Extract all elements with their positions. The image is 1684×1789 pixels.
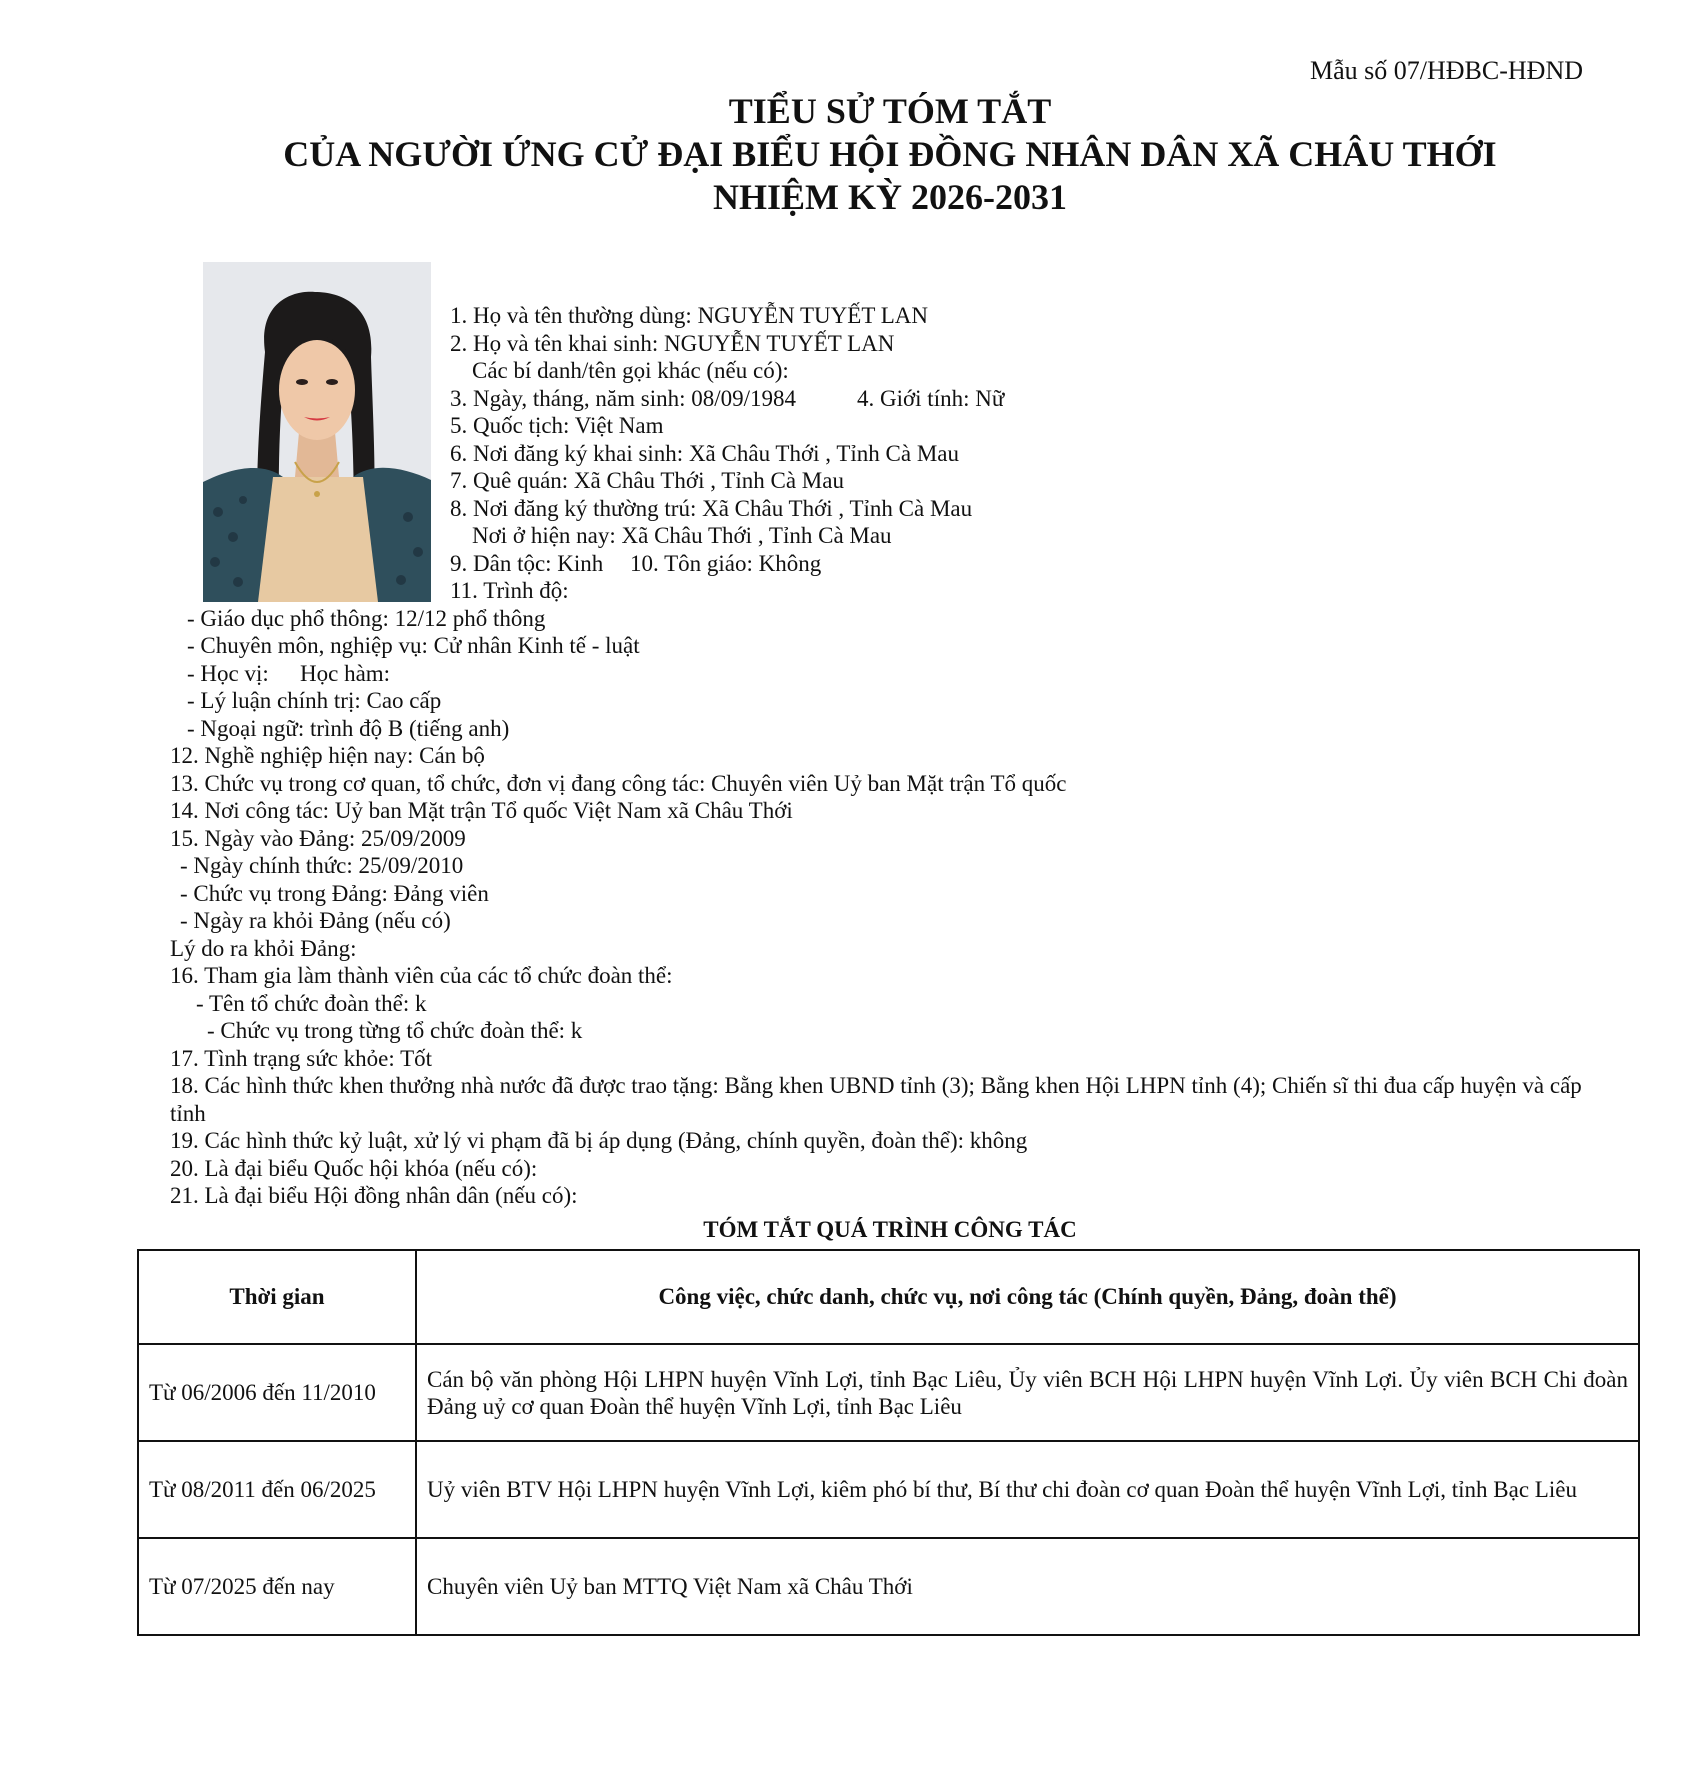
document-title xyxy=(0,90,1684,219)
table-row xyxy=(138,1538,1639,1635)
field-organization-name: - Tên tổ chức đoàn thể: k xyxy=(196,991,427,1016)
field-party-position: - Chức vụ trong Đảng: Đảng viên xyxy=(180,881,489,906)
field-organizations: 16. Tham gia làm thành viên của các tổ chức đoàn thể: xyxy=(170,963,673,988)
field-education-heading: 11. Trình độ: xyxy=(450,578,569,603)
field-position: 13. Chức vụ trong cơ quan, tổ chức, đơn vị đang công tác: Chuyên viên Uỷ ban Mặt trận Tổ quốc xyxy=(170,771,1067,796)
row-detail: Uỷ viên BTV Hội LHPN huyện Vĩnh Lợi, kiêm phó bí thư, Bí thư chi đoàn cơ quan Đoàn thể huyện Vĩnh Lợi, tỉnh Bạc Liêu xyxy=(416,1441,1639,1538)
row-detail: Chuyên viên Uỷ ban MTTQ Việt Nam xã Châu Thới xyxy=(416,1538,1639,1635)
row-time: Từ 06/2006 đến 11/2010 xyxy=(138,1344,416,1441)
work-history-heading: TÓM TẮT QUÁ TRÌNH CÔNG TÁC xyxy=(703,1217,1077,1242)
field-party-leave-reason: Lý do ra khỏi Đảng: xyxy=(170,936,357,961)
field-religion: 10. Tôn giáo: Không xyxy=(630,551,822,576)
field-awards-continued: tỉnh xyxy=(170,1101,206,1126)
field-ethnicity: 9. Dân tộc: Kinh xyxy=(450,551,604,576)
field-political-theory: - Lý luận chính trị: Cao cấp xyxy=(187,688,442,713)
field-foreign-language: - Ngoại ngữ: trình độ B (tiếng anh) xyxy=(187,716,510,741)
field-gender: 4. Giới tính: Nữ xyxy=(857,386,1005,411)
candidate-portrait xyxy=(203,262,431,602)
title-line-1: TIỂU SỬ TÓM TẮT xyxy=(728,91,1052,131)
table-row xyxy=(138,1441,1639,1538)
title-line-3: NHIỆM KỲ 2026-2031 xyxy=(713,177,1067,217)
field-common-name: 1. Họ và tên thường dùng: NGUYỄN TUYẾT LAN xyxy=(450,303,928,328)
table-row xyxy=(138,1344,1639,1441)
field-health: 17. Tình trạng sức khỏe: Tốt xyxy=(170,1046,433,1071)
field-specialization: - Chuyên môn, nghiệp vụ: Cử nhân Kinh tế - luật xyxy=(187,633,640,658)
field-birth-registration: 6. Nơi đăng ký khai sinh: Xã Châu Thới , Tỉnh Cà Mau xyxy=(450,441,959,466)
field-party-official-date: - Ngày chính thức: 25/09/2010 xyxy=(180,853,464,878)
title-line-2: CỦA NGƯỜI ỨNG CỬ ĐẠI BIỂU HỘI ĐỒNG NHÂN DÂN XÃ CHÂU THỚI xyxy=(283,134,1497,174)
table-header-row xyxy=(138,1250,1639,1344)
field-academic-title: Học hàm: xyxy=(300,661,391,686)
form-number: Mẫu số 07/HĐBC-HĐND xyxy=(1310,56,1583,85)
field-birth-name: 2. Họ và tên khai sinh: NGUYỄN TUYẾT LAN xyxy=(450,331,895,356)
column-time: Thời gian xyxy=(138,1250,416,1344)
field-awards: 18. Các hình thức khen thưởng nhà nước đã được trao tặng: Bằng khen UBND tỉnh (3); Bằng khen Hội LHPN tỉnh (4); Chiến sĩ thi đua cấp huyện và cấp xyxy=(170,1073,1582,1098)
row-time: Từ 07/2025 đến nay xyxy=(138,1538,416,1635)
field-general-education: - Giáo dục phổ thông: 12/12 phổ thông xyxy=(187,606,546,631)
field-peoples-council: 21. Là đại biểu Hội đồng nhân dân (nếu có): xyxy=(170,1183,578,1208)
row-time: Từ 08/2011 đến 06/2025 xyxy=(138,1441,416,1538)
field-hometown: 7. Quê quán: Xã Châu Thới , Tỉnh Cà Mau xyxy=(450,468,844,493)
field-permanent-residence: 8. Nơi đăng ký thường trú: Xã Châu Thới , Tỉnh Cà Mau xyxy=(450,496,973,521)
field-national-assembly: 20. Là đại biểu Quốc hội khóa (nếu có): xyxy=(170,1156,538,1181)
row-detail: Cán bộ văn phòng Hội LHPN huyện Vĩnh Lợi, tỉnh Bạc Liêu, Ủy viên BCH Hội LHPN huyện Vĩnh Lợi. Ủy viên BCH Chi đoàn Đảng uỷ cơ quan Đoàn thể huyện Vĩnh Lợi, tỉnh Bạc Liêu xyxy=(416,1344,1639,1441)
field-discipline: 19. Các hình thức kỷ luật, xử lý vi phạm đã bị áp dụng (Đảng, chính quyền, đoàn thể): không xyxy=(170,1128,1028,1153)
field-date-of-birth: 3. Ngày, tháng, năm sinh: 08/09/1984 xyxy=(450,386,797,411)
field-current-residence: Nơi ở hiện nay: Xã Châu Thới , Tỉnh Cà Mau xyxy=(472,523,892,548)
field-nationality: 5. Quốc tịch: Việt Nam xyxy=(450,413,664,438)
field-party-join-date: 15. Ngày vào Đảng: 25/09/2009 xyxy=(170,826,466,851)
field-workplace: 14. Nơi công tác: Uỷ ban Mặt trận Tổ quốc Việt Nam xã Châu Thới xyxy=(170,798,793,823)
field-organization-role: - Chức vụ trong từng tổ chức đoàn thể: k xyxy=(207,1018,583,1043)
field-degree: - Học vị: xyxy=(187,661,269,686)
field-occupation: 12. Nghề nghiệp hiện nay: Cán bộ xyxy=(170,743,485,768)
work-history-table xyxy=(137,1249,1640,1636)
field-aliases: Các bí danh/tên gọi khác (nếu có): xyxy=(472,358,789,383)
column-detail: Công việc, chức danh, chức vụ, nơi công tác (Chính quyền, Đảng, đoàn thể) xyxy=(416,1250,1639,1344)
field-party-leave-date: - Ngày ra khỏi Đảng (nếu có) xyxy=(180,908,451,933)
